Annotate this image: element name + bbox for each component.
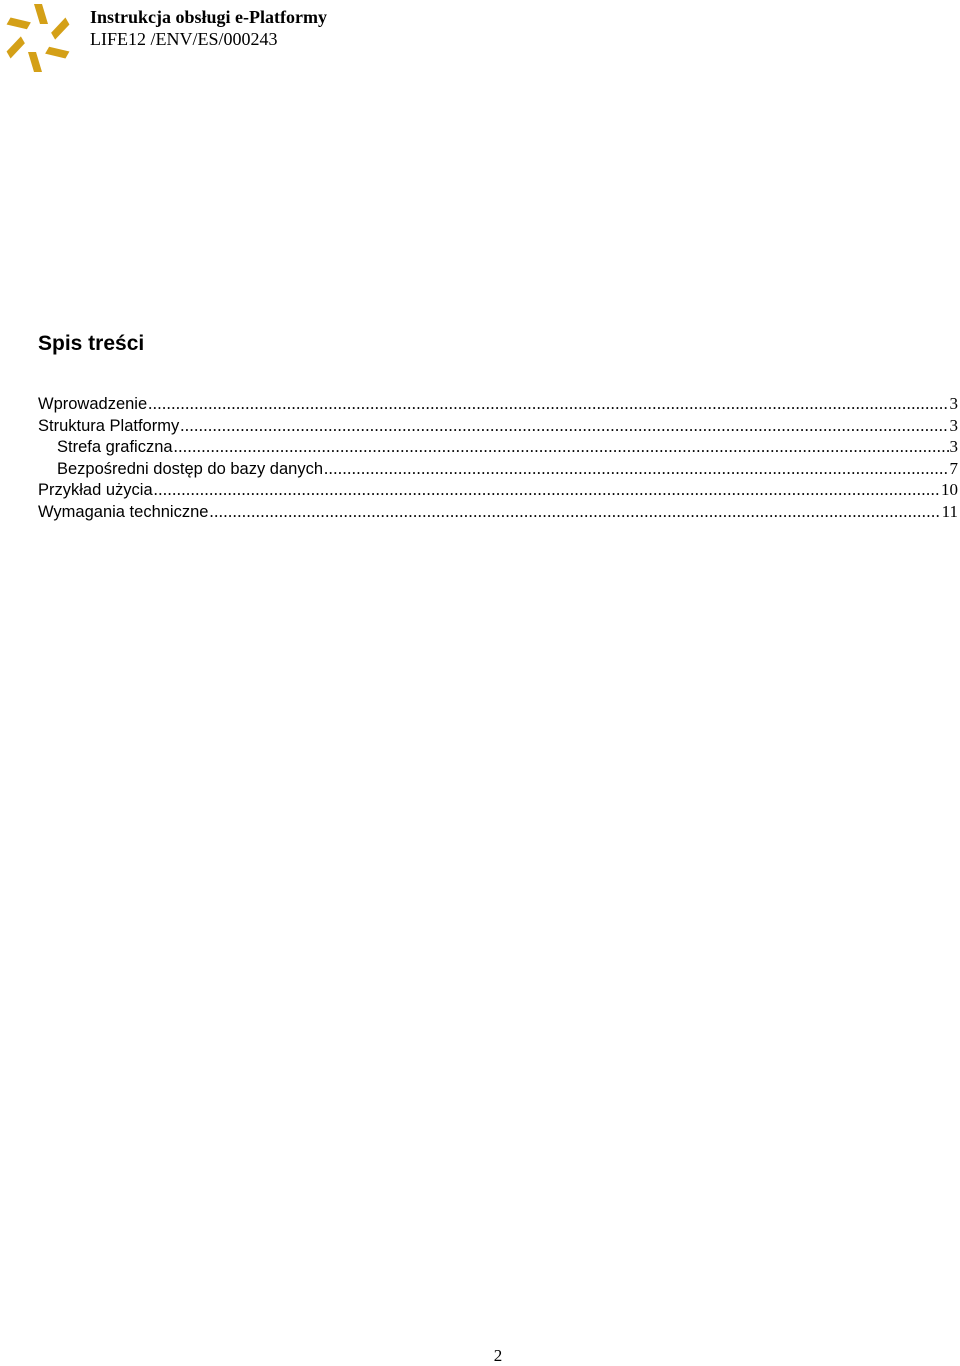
toc-entry-page: 3 bbox=[949, 415, 958, 435]
toc-entry-label: Wymagania techniczne bbox=[38, 502, 209, 521]
header-text bbox=[90, 6, 327, 50]
toc-entry-page: 3 bbox=[949, 437, 958, 457]
toc-entry-label: Przykład użycia bbox=[38, 481, 153, 500]
toc-entry-page: 10 bbox=[941, 480, 958, 500]
toc-dot-leader bbox=[209, 501, 940, 523]
toc-entry-page: 11 bbox=[941, 501, 958, 521]
pinwheel-logo-icon bbox=[2, 2, 74, 74]
toc-entry-label: Struktura Platformy bbox=[38, 416, 180, 435]
toc-entry-bezposredni-dostep[interactable] bbox=[38, 458, 958, 480]
project-code: LIFE12 /ENV/ES/000243 bbox=[90, 29, 278, 49]
toc-entry-page: 3 bbox=[949, 394, 958, 413]
toc-dot-leader bbox=[154, 479, 940, 501]
toc-dot-leader bbox=[148, 393, 948, 415]
document-title: Instrukcja obsługi e-Platformy bbox=[90, 7, 327, 27]
toc-entry-label: Strefa graficzna bbox=[57, 438, 173, 457]
toc-entry-wymagania-techniczne[interactable] bbox=[38, 501, 958, 523]
toc-entry-page: 7 bbox=[949, 458, 958, 478]
page-header bbox=[0, 0, 960, 80]
toc-dot-leader bbox=[324, 458, 948, 480]
toc-entry-label: Bezpośredni dostęp do bazy danych bbox=[57, 459, 324, 478]
toc-entry-struktura-platformy[interactable] bbox=[38, 415, 958, 437]
page-number: 2 bbox=[493, 1346, 503, 1365]
toc-dot-leader bbox=[180, 415, 948, 437]
toc-heading: Spis treści bbox=[38, 332, 145, 355]
table-of-contents bbox=[38, 393, 958, 523]
toc-entry-wprowadzenie[interactable] bbox=[38, 393, 958, 415]
toc-entry-strefa-graficzna[interactable] bbox=[38, 436, 958, 458]
toc-entry-przyklad-uzycia[interactable] bbox=[38, 479, 958, 501]
toc-entry-label: Wprowadzenie bbox=[38, 395, 148, 413]
toc-dot-leader bbox=[174, 436, 949, 458]
